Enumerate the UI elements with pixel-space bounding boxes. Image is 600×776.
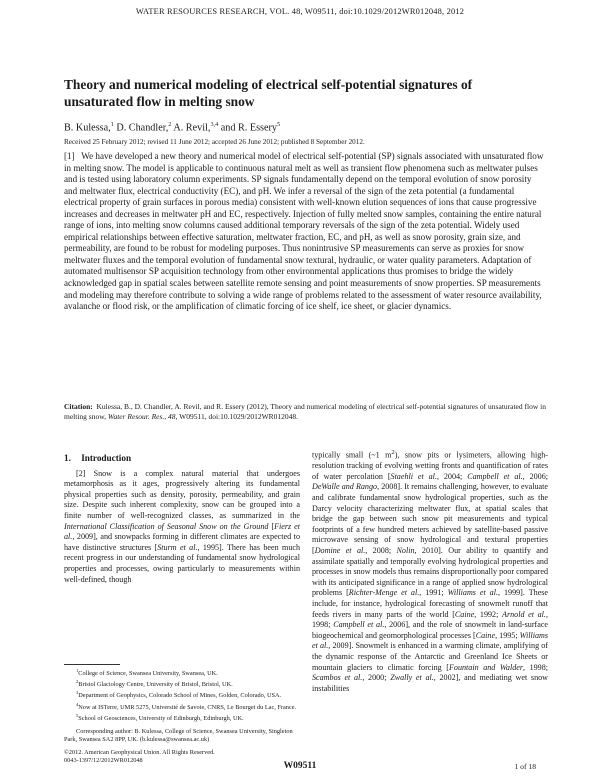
citation-text: Kulessa, B., D. Chandler, A. Revil, and R. Essery (2012), Theory and numerical modeling of electrical self-potential signatures of unsaturated flow in melting snow, <box>64 402 546 422</box>
text-run: , 1992; <box>474 609 499 619</box>
citation-ref: Fierz et al. <box>64 521 301 542</box>
citation-ref: Richter-Menge et al. <box>348 588 420 598</box>
copyright-notice: ©2012. American Geophysical Union. All Rights Reserved. <box>64 749 215 757</box>
citation-ref: Scambos et al. <box>312 673 363 683</box>
footnote-mark: 3 <box>76 690 79 696</box>
left-column <box>64 448 300 585</box>
affiliation-footnote <box>64 712 300 723</box>
author-affiliation-mark: 1 <box>110 121 114 128</box>
text-run: , 1999]. These include, for instance, hydrological forecasting of snowmelt runoff that feeds rivers in many parts of the world [ <box>312 588 549 619</box>
author-name: D. Chandler, <box>116 122 169 134</box>
citation-journal: Water Resour. Res., 48, <box>107 412 178 422</box>
section-heading-introduction <box>64 453 300 464</box>
text-run: , 1995; <box>495 630 518 640</box>
text-run: typically small (~1 m <box>312 450 392 460</box>
text-run: Snow is a complex natural material that undergoes metamorphosis as it ages, progressively altering its fundamental physical properties such as density, porosity, permeability, and grain size. Despite such inherent complexity, snow can be grouped into a finite number of well-recognized classes, as summarized in the <box>64 468 300 520</box>
author-affiliation-mark: 2 <box>168 121 172 128</box>
citation-ref: Zwally et al. <box>390 673 434 683</box>
citation-block <box>64 402 546 423</box>
footnote-mark: 5 <box>76 712 79 718</box>
citation-ref: Williams et al. <box>447 588 499 598</box>
footnote-mark: 4 <box>76 701 79 707</box>
citation-ref: Fountain and Walder <box>448 662 523 672</box>
text-run: , 2000; <box>362 673 387 683</box>
footnote-text: College of Science, Swansea University, Swansea, UK. <box>78 670 218 678</box>
text-run: , 1998; <box>312 609 548 630</box>
citation-ref: Sturm et al. <box>157 542 198 552</box>
text-run: ), snow pits or lysimeters, allowing high-resolution tracking of evolving wetting fronts and quantification of rates of water percolation [ <box>312 450 548 481</box>
intro-paragraph <box>64 469 300 586</box>
paragraph-marker: [2] <box>76 468 86 478</box>
section-number: 1. <box>64 453 71 463</box>
citation-ref: Caine <box>475 630 496 640</box>
text-run: 2 <box>391 449 395 456</box>
article-title: Theory and numerical modeling of electrical self-potential signatures of unsaturated flow in melting snow <box>64 77 473 109</box>
citation-ref: Campbell et al. <box>333 620 385 630</box>
author-name: A. Revil, <box>173 122 211 134</box>
page-number: 1 of 18 <box>514 762 536 771</box>
citation-ref: Domine et al. <box>314 546 366 556</box>
issn-code: 0043-1397/12/2012WR012048 <box>64 757 143 765</box>
text-run: , 2008]. It remains challenging, however, to evaluate and calibrate fundamental snow hydrological properties, such as the Darcy velocity characterizing meltwater flux, at spatial scales that bridge the gap between such snow pit measurements and typical footprints of a few hundred meters achieved by satellite-based passive microwave sensing of snow hydrological and textural properties [ <box>312 482 548 556</box>
text-run: , 2008; <box>365 546 392 556</box>
footnote-text: Now at ISTerre, UMR 5275, Université de Savoie, CNRS, Le Bourget du Lac, France. <box>78 703 297 711</box>
author-list <box>64 121 280 133</box>
corresponding-author: Corresponding author: B. Kulessa, College of Science, Swansea University, Singleton Park, Swansea SA2 8PP, UK. (b.kulessa@swansea.ac.uk) <box>64 727 293 744</box>
affiliation-footnote <box>64 678 300 689</box>
abstract-text: We have developed a new theory and numerical model of electrical self-potential (SP) signals associated with unsaturated flow in melting snow. The model is applicable to continuous natural melt as well as transient flow phenomena such as meltwater pulses and is tested using laboratory column experiments. SP signals fundamentally depend on the temporal evolution of snow porosity and meltwater flux, electrical conductivity (EC), and pH. We infer a reversal of the sign of the zeta potential (a fundamental electrical property of grain surfaces in porous media) consistent with well-known elution sequences of ions that cause progressive increases and decreases in meltwater pH and EC, respectively. Injection of fully melted snow samples, containing the entire natural range of ions, into melting snow columns caused additional temporary reversals of the sign of the zeta potential. Widely used empirical relationships between effective saturation, meltwater fraction, EC, and pH, as well as snow porosity, grain size, and permeability, are found to be robust for modeling purposes. Thus nonintrusive SP measurements can serve as proxies for snow meltwater fluxes and the temporal evolution of fundamental snow textural, hydraulic, or water quality parameters. Adaptation of automated multisensor SP acquisition technology from other environmental applications thus promises to bridge the widely acknowledged gap in spatial scales between satellite remote sensing and point measurements of snow properties. SP measurements and modeling may therefore contribute to solving a wide range of problems related to the assessment of water resource availability, avalanche or flood risk, or the amplification of climatic forcing of ice shelf, ice sheet, or glacier dynamics. <box>64 151 544 312</box>
citation-ref: Campbell et al. <box>467 471 523 481</box>
text-run: , 2006], and the role of snowmelt in land-surface biogeochemical and geomorphological processes [ <box>312 620 549 640</box>
footnote-mark: 2 <box>76 679 79 685</box>
author-name: B. Kulessa, <box>64 122 111 134</box>
citation-label: Citation: <box>64 402 93 411</box>
footnote-text: Bristol Glaciology Centre, University of Bristol, Bristol, UK. <box>78 681 233 689</box>
footnote-text: Department of Geophysics, Colorado School of Mines, Golden, Colorado, USA. <box>78 692 282 700</box>
journal-running-header: WATER RESOURCES RESEARCH, VOL. 48, W09511, doi:10.1029/2012WR012048, 2012 <box>135 7 465 16</box>
affiliation-footnote <box>64 701 300 712</box>
author-affiliation-mark: 3,4 <box>210 121 219 128</box>
citation-ref: Staehli et al. <box>390 471 437 481</box>
citation-ref: Caine <box>454 609 475 619</box>
affiliation-footnote <box>64 689 300 700</box>
citation-ref: DeWalle and Rango <box>312 482 378 492</box>
text-run: [ <box>271 521 275 531</box>
text-run: , 2009], and snowpacks forming in different climates are expected to have distinctive structures [ <box>64 532 300 552</box>
intro-paragraph-continued <box>312 448 548 694</box>
citation-ref: Arnold et al. <box>502 609 546 619</box>
text-run: , 2006; <box>522 471 549 481</box>
publication-dates: Received 25 February 2012; revised 11 June 2012; accepted 26 June 2012; published 8 September 2012. <box>64 138 365 146</box>
text-run: , 2010]. Our ability to quantify and assimilate spatially and temporally evolving hydrological properties and processes in snow models thus remains disproportionally poor compared with its anticipated significance in a range of applied snow hydrological problems [ <box>312 546 548 598</box>
text-run: , 1995]. There has been much recent progress in our understanding of fundamental snow hydrological properties and processes, owing particularly to measurements within well-defined, though <box>64 542 301 584</box>
citation-ref: Williams et al. <box>312 630 548 651</box>
right-column <box>312 448 548 694</box>
footnote-text: School of Geosciences, University of Edinburgh, Edinburgh, UK. <box>78 714 244 722</box>
paragraph-marker: [1] <box>64 151 75 161</box>
text-run: , 2002], and mediating wet snow instabilities <box>312 673 549 693</box>
footnotes <box>64 667 300 765</box>
article-id-footer: W09511 <box>283 761 317 771</box>
text-run: , 2009]. Snowmelt is enhanced in a warming climate, amplifying of the dynamic response of the Antarctic and Greenland Ice Sheets or mountain glaciers to climatic forcing [ <box>312 641 548 672</box>
section-title: Introduction <box>81 453 132 463</box>
text-run: , 2004; <box>436 471 463 481</box>
citation-doi: W09511, doi:10.1029/2012WR012048. <box>179 412 299 422</box>
citation-ref: Nolin <box>396 546 415 556</box>
text-run: , 1991; <box>419 588 444 598</box>
text-run: International Classification of Seasonal Snow on the Ground <box>64 521 269 531</box>
affiliation-footnote <box>64 667 300 678</box>
author-affiliation-mark: 5 <box>277 121 281 128</box>
author-name: and R. Essery <box>220 122 278 134</box>
text-run: , 1998; <box>522 662 549 672</box>
footnote-divider <box>64 664 120 665</box>
abstract <box>64 151 546 313</box>
footnote-mark: 1 <box>76 668 79 673</box>
